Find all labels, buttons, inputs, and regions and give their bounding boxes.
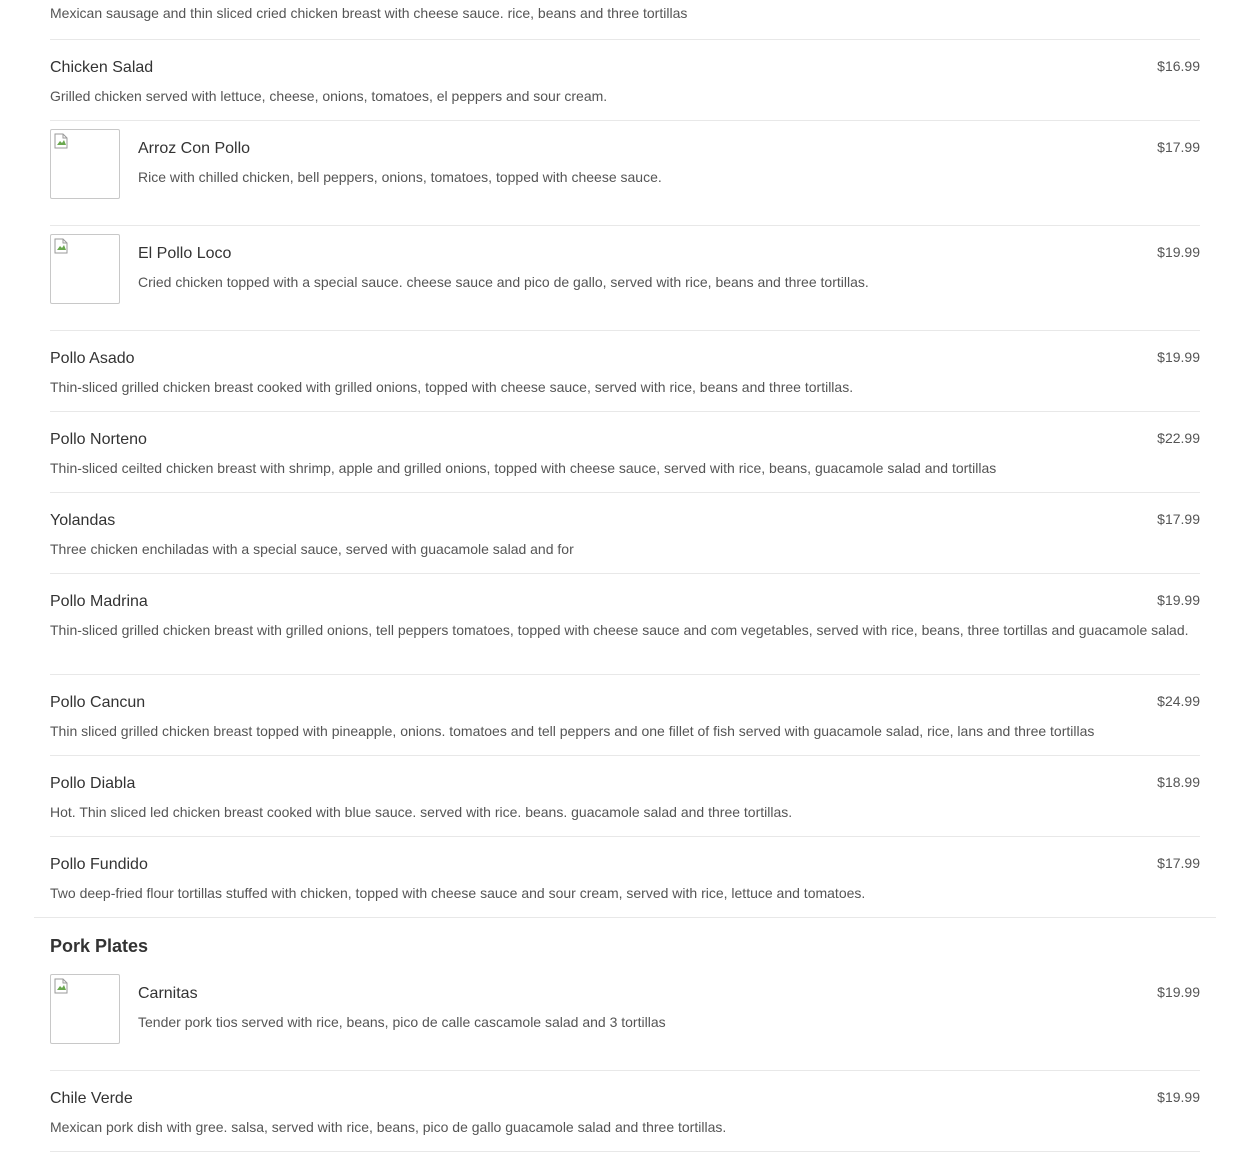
menu-item-name: Chile Verde	[50, 1090, 133, 1107]
menu-item-price: $17.99	[1157, 511, 1200, 527]
menu-item-price: $18.99	[1157, 774, 1200, 790]
divider	[50, 755, 1200, 756]
divider	[50, 39, 1200, 40]
section-title: Pork Plates	[50, 936, 149, 956]
menu-item-name: Pollo Cancun	[50, 694, 146, 711]
menu-item-description: Thin-sliced grilled chicken breast with grilled onions, tell peppers tomatoes, topped with cheese sauce and com vegetables, served with rice, beans, three tortillas and guacamole salad.	[50, 622, 1189, 638]
menu-item-description: Mexican pork dish with gree. salsa, served with rice, beans, pico de gallo guacamole salad and three tortillas.	[50, 1119, 727, 1135]
menu-item-description: Thin sliced grilled chicken breast topped with pineapple, onions. tomatoes and tell peppers and one fillet of fish served with guacamole salad, rice, lans and three tortillas	[50, 723, 1095, 739]
divider	[50, 411, 1200, 412]
menu-item-description: Rice with chilled chicken, bell peppers, onions, tomatoes, topped with cheese sauce.	[138, 169, 662, 185]
menu-item-name: Pollo Norteno	[50, 431, 147, 448]
menu-item-description: Thin-sliced ceilted chicken breast with shrimp, apple and grilled onions, topped with cheese sauce, served with rice, beans, guacamole salad and tortillas	[50, 460, 997, 476]
broken-image-icon	[54, 133, 68, 149]
menu-item-name: Pollo Fundido	[50, 856, 148, 873]
menu-item-description: Cried chicken topped with a special sauce. cheese sauce and pico de gallo, served with rice, beans and three tortillas.	[138, 274, 869, 290]
menu-item-price: $19.99	[1157, 984, 1200, 1000]
divider	[50, 674, 1200, 675]
menu-item-description: Thin-sliced grilled chicken breast cooked with grilled onions, topped with cheese sauce, served with rice, beans and three tortillas.	[50, 379, 854, 395]
menu-item-name: Yolandas	[50, 512, 116, 529]
menu-item-name: Pollo Diabla	[50, 775, 136, 792]
menu-item-name: El Pollo Loco	[138, 245, 232, 262]
menu-item-description: Tender pork tios served with rice, beans, pico de calle cascamole salad and 3 tortillas	[138, 1014, 666, 1030]
divider	[50, 1151, 1200, 1152]
menu-item-image[interactable]	[50, 234, 120, 304]
menu-item-price: $17.99	[1157, 139, 1200, 155]
divider	[50, 1070, 1200, 1071]
broken-image-icon	[54, 238, 68, 254]
divider	[50, 330, 1200, 331]
divider	[50, 492, 1200, 493]
previous-item-description: Mexican sausage and thin sliced cried chicken breast with cheese sauce. rice, beans and three tortillas	[50, 5, 688, 21]
menu-item-price: $19.99	[1157, 349, 1200, 365]
divider	[50, 120, 1200, 121]
menu-item-price: $16.99	[1157, 58, 1200, 74]
menu-item-price: $19.99	[1157, 592, 1200, 608]
menu-item-price: $17.99	[1157, 855, 1200, 871]
menu-item-name: Arroz Con Pollo	[138, 140, 251, 157]
menu-item-price: $22.99	[1157, 430, 1200, 446]
menu-item-name: Chicken Salad	[50, 59, 154, 76]
menu-item-name: Pollo Asado	[50, 350, 135, 367]
broken-image-icon	[54, 978, 68, 994]
menu-item-price: $19.99	[1157, 244, 1200, 260]
divider	[50, 573, 1200, 574]
menu-item-description: Two deep-fried flour tortillas stuffed with chicken, topped with cheese sauce and sour cream, served with rice, lettuce and tomatoes.	[50, 885, 866, 901]
menu-item-description: Hot. Thin sliced led chicken breast cooked with blue sauce. served with rice. beans. guacamole salad and three tortillas.	[50, 804, 793, 820]
menu-item-image[interactable]	[50, 974, 120, 1044]
menu-item-description: Grilled chicken served with lettuce, cheese, onions, tomatoes, el peppers and sour cream.	[50, 88, 608, 104]
menu-item-price: $19.99	[1157, 1089, 1200, 1105]
menu-item-name: Pollo Madrina	[50, 593, 148, 610]
section-divider	[34, 917, 1216, 918]
menu-item-price: $24.99	[1157, 693, 1200, 709]
menu-item-name: Carnitas	[138, 985, 198, 1002]
divider	[50, 836, 1200, 837]
divider	[50, 225, 1200, 226]
menu-item-image[interactable]	[50, 129, 120, 199]
menu-item-description: Three chicken enchiladas with a special sauce, served with guacamole salad and for	[50, 541, 574, 557]
